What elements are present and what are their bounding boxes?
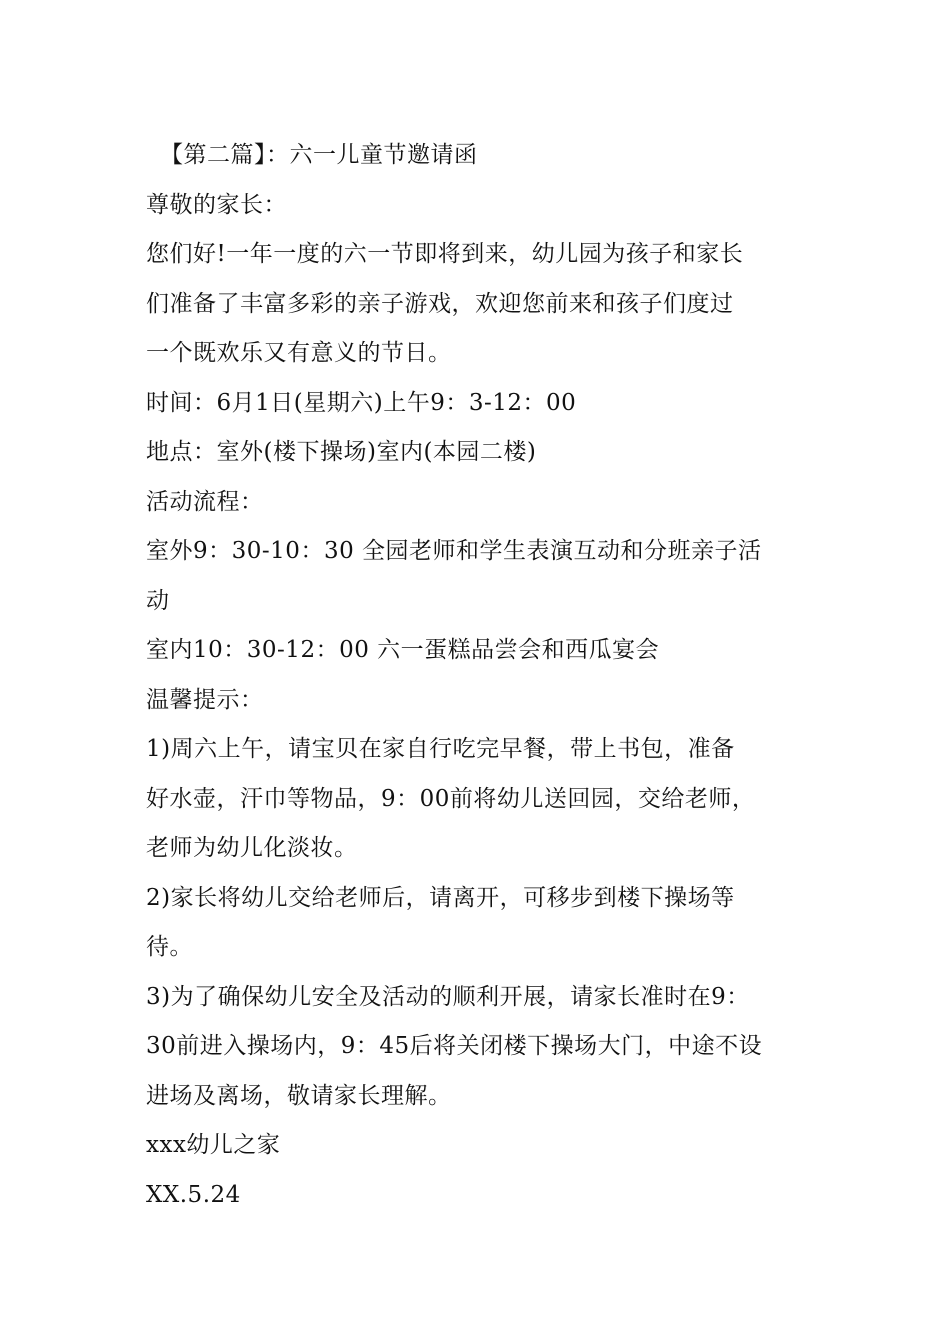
document-title: 【第二篇】：六一儿童节邀请函: [160, 142, 478, 168]
tip-2-line: 2)家长将幼儿交给老师后，请离开，可移步到楼下操场等: [146, 884, 735, 911]
tip-1-line: 好水壶，汗巾等物品，9：00前将幼儿送回园，交给老师，: [146, 785, 756, 812]
process-indoor: 室内10：30-12：00 六一蛋糕品尝会和西瓜宴会: [146, 637, 660, 663]
tip-3-line: 3)为了确保幼儿安全及活动的顺利开展，请家长准时在9：: [146, 983, 750, 1010]
event-time: 时间：6月1日(星期六)上午9：3-12：00: [146, 389, 577, 416]
tip-3-line: 30前进入操场内，9：45后将关闭楼下操场大门，中途不设: [146, 1033, 763, 1059]
process-outdoor-line: 室外9：30-10：30 全园老师和学生表演互动和分班亲子活: [146, 538, 762, 564]
tip-3-line: 进场及离场，敬请家长理解。: [146, 1082, 452, 1109]
signature: xxx幼儿之家: [146, 1132, 281, 1158]
event-location: 地点：室外(楼下操场)室内(本园二楼): [146, 439, 537, 465]
process-outdoor-line: 动: [146, 587, 170, 614]
tip-1-line: 1)周六上午，请宝贝在家自行吃完早餐，带上书包，准备: [146, 736, 735, 762]
tip-2-line: 待。: [146, 934, 193, 960]
greeting: 尊敬的家长：: [146, 191, 287, 218]
tips-heading: 温馨提示：: [146, 686, 264, 713]
document-body: [146, 131, 816, 1220]
intro-line: 您们好!一年一度的六一节即将到来，幼儿园为孩子和家长: [146, 241, 744, 267]
intro-line: 一个既欢乐又有意义的节日。: [146, 340, 452, 366]
document-date: XX.5.24: [146, 1181, 241, 1208]
process-heading: 活动流程：: [146, 488, 264, 515]
tip-1-line: 老师为幼儿化淡妆。: [146, 835, 358, 861]
intro-line: 们准备了丰富多彩的亲子游戏，欢迎您前来和孩子们度过: [146, 290, 734, 317]
